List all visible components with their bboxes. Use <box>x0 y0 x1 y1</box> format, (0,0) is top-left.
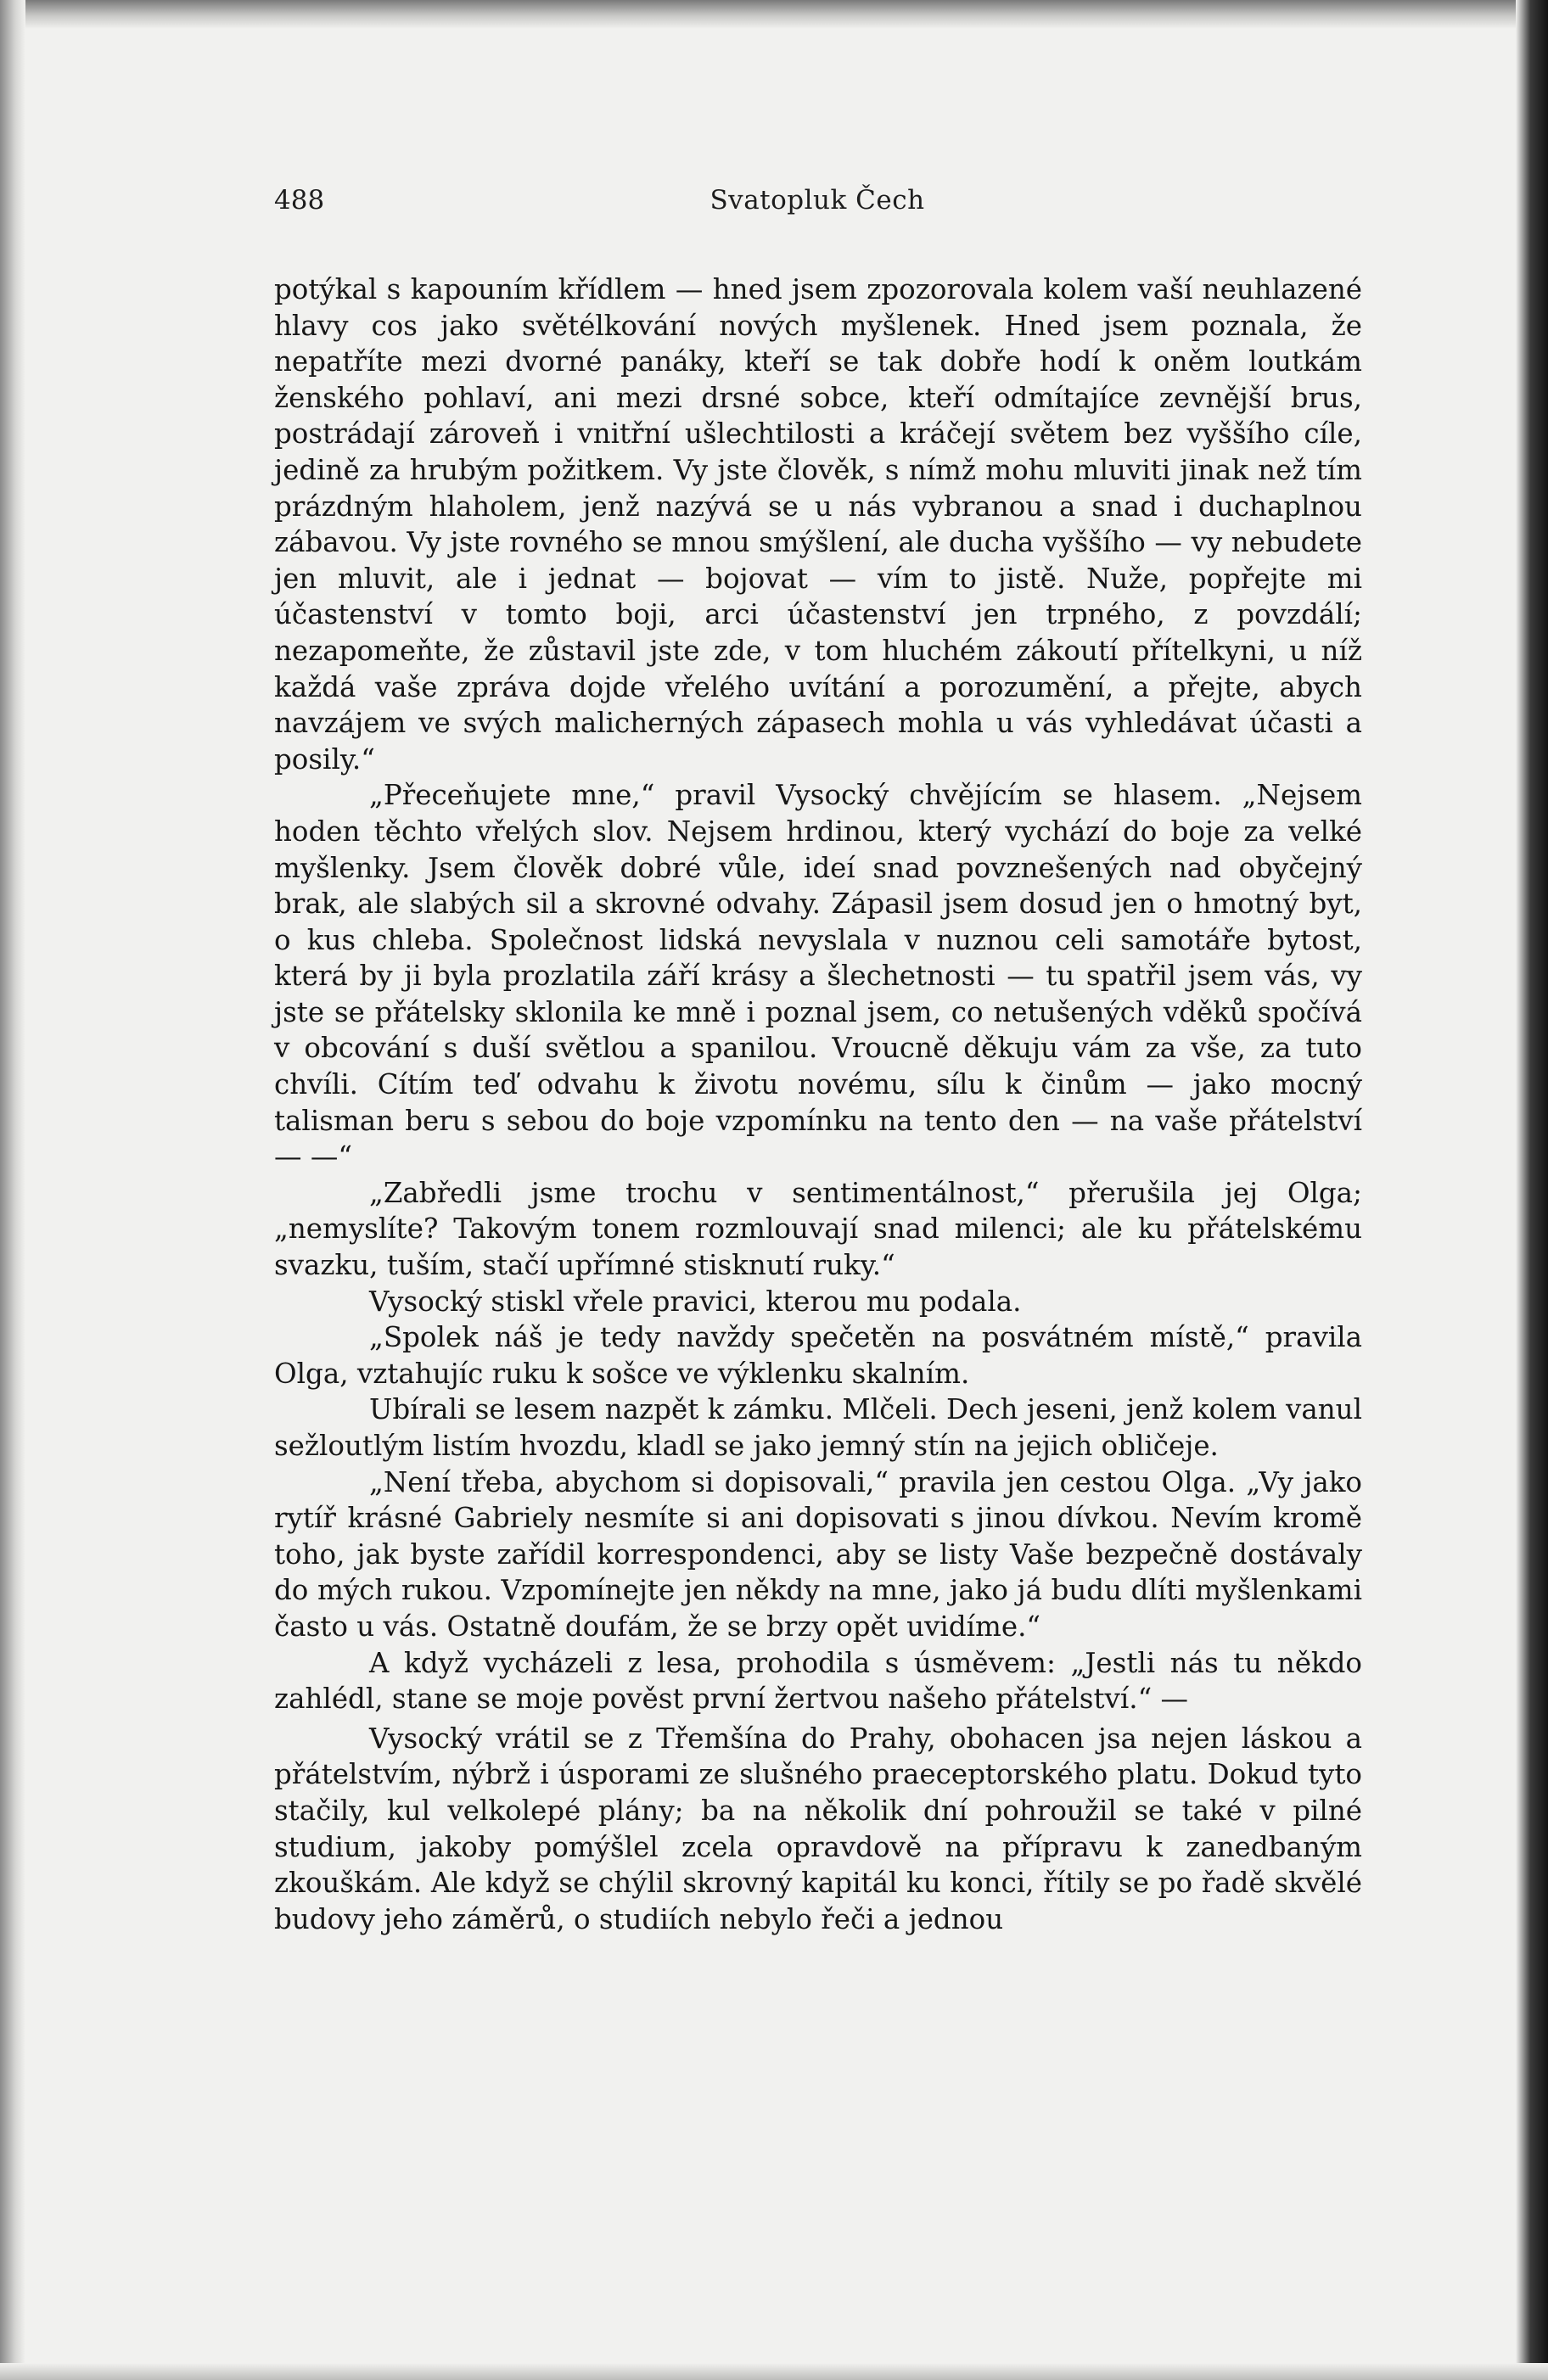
paragraph: „Spolek náš je tedy navždy spečetěn na posvátném místě,“ pravila Olga, vztahujíc ruku k sošce ve výklenku skalním. <box>274 1321 1362 1390</box>
running-head: Svatopluk Čech <box>710 185 925 216</box>
scan-edge-top <box>0 0 1548 29</box>
scan-edge-bottom <box>0 2363 1548 2380</box>
paragraph: A když vycházeli z lesa, prohodila s úsměvem: „Jestli nás tu někdo zahlédl, stane se moje pověst první žertvou našeho přátelství.“ — <box>274 1646 1362 1716</box>
paragraph: Vysocký vrátil se z Třemšína do Prahy, obohacen jsa nejen láskou a přátelstvím, nýbrž i úsporami ze slušného praeceptorského platu. Dokud tyto stačily, kul velkolepé plány; ba na několik dní pohroužil se také v pilné studium, jakoby pomýšlel zcela opravdově na přípravu k zanedbaným zkouškám. Ale když se chýlil skrovný kapitál ku konci, řítily se po řadě skvělé budovy jeho záměrů, o studiích nebylo řeči a jednou <box>274 1722 1362 1935</box>
paragraph: „Zabředli jsme trochu v sentimentálnost,“ přerušila jej Olga; „nemyslíte? Takovým tonem rozmlouvají snad milenci; ale ku přátelskému svazku, tuším, stačí upřímné stisknutí ruky.“ <box>274 1176 1362 1282</box>
body-text <box>274 272 1362 1937</box>
paragraph: Ubírali se lesem nazpět k zámku. Mlčeli. Dech jeseni, jenž kolem vanul sežloutlým listím hvozdu, kladl se jako jemný stín na jejich obličeje. <box>274 1393 1362 1462</box>
paragraph: „Není třeba, abychom si dopisovali,“ pravila jen cestou Olga. „Vy jako rytíř krásné Gabriely nesmíte si ani dopisovati s jinou dívkou. Nevím kromě toho, jak byste zařídil korrespondenci, aby se listy Vaše bezpečně dostávaly do mých rukou. Vzpomínejte jen někdy na mne, jako já budu dlíti myšlenkami často u vás. Ostatně doufám, že se brzy opět uvidíme.“ <box>274 1465 1362 1643</box>
paragraph: „Přeceňujete mne,“ pravil Vysocký chvějícím se hlasem. „Nejsem hoden těchto vřelých slov. Nejsem hrdinou, který vychází do boje za velké myšlenky. Jsem člověk dobré vůle, ideí snad povznešených nad obyčejný brak, ale slabých sil a skrovné odvahy. Zápasil jsem dosud jen o hmotný byt, o kus chleba. Společnost lidská nevyslala v nuznou celi samotáře bytost, která by ji byla prozlatila září krásy a šlechetnosti — tu spatřil jsem vás, vy jste se přátelsky sklonila ke mně i poznal jsem, co netušených vděků spočívá v obcování s duší světlou a spanilou. Vroucně děkuju vám za vše, za tuto chvíli. Cítím teď odvahu k životu novému, sílu k činům — jako mocný talisman beru s sebou do boje vzpomínku na tento den — na vaše přátelství — —“ <box>274 779 1362 1173</box>
scan-edge-left <box>0 0 25 2380</box>
page-number: 488 <box>274 185 325 216</box>
paragraph: potýkal s kapouním křídlem — hned jsem zpozorovala kolem vaší neuhlazené hlavy cos jako světélkování nových myšlenek. Hned jsem poznala, že nepatříte mezi dvorné panáky, kteří se tak dobře hodí k oněm loutkám ženského pohlaví, ani mezi drsné sobce, kteří odmítajíce zevnější brus, postrádají zároveň i vnitřní ušlechtilosti a kráčejí světem bez vyššího cíle, jedině za hrubým požitkem. Vy jste člověk, s nímž mohu mluviti jinak než tím prázdným hlaholem, jenž nazývá se u nás vybranou a snad i duchaplnou zábavou. Vy jste rovného se mnou smýšlení, ale ducha vyššího — vy nebudete jen mluvit, ale i jednat — bojovat — vím to jistě. Nuže, popřejte mi účastenství v tomto boji, arci účastenství jen trpného, z povzdálí; nezapomeňte, že zůstavil jste zde, v tom hluchém zákoutí přítelkyni, u níž každá vaše zpráva dojde vřelého uvítání a porozumění, a přejte, abych navzájem ve svých malicherných zápasech mohla u vás vyhledávat účasti a posily.“ <box>274 273 1362 776</box>
paragraph: Vysocký stiskl vřele pravici, kterou mu podala. <box>369 1285 1022 1318</box>
page-header <box>274 185 1360 227</box>
scan-edge-right <box>1516 0 1548 2380</box>
